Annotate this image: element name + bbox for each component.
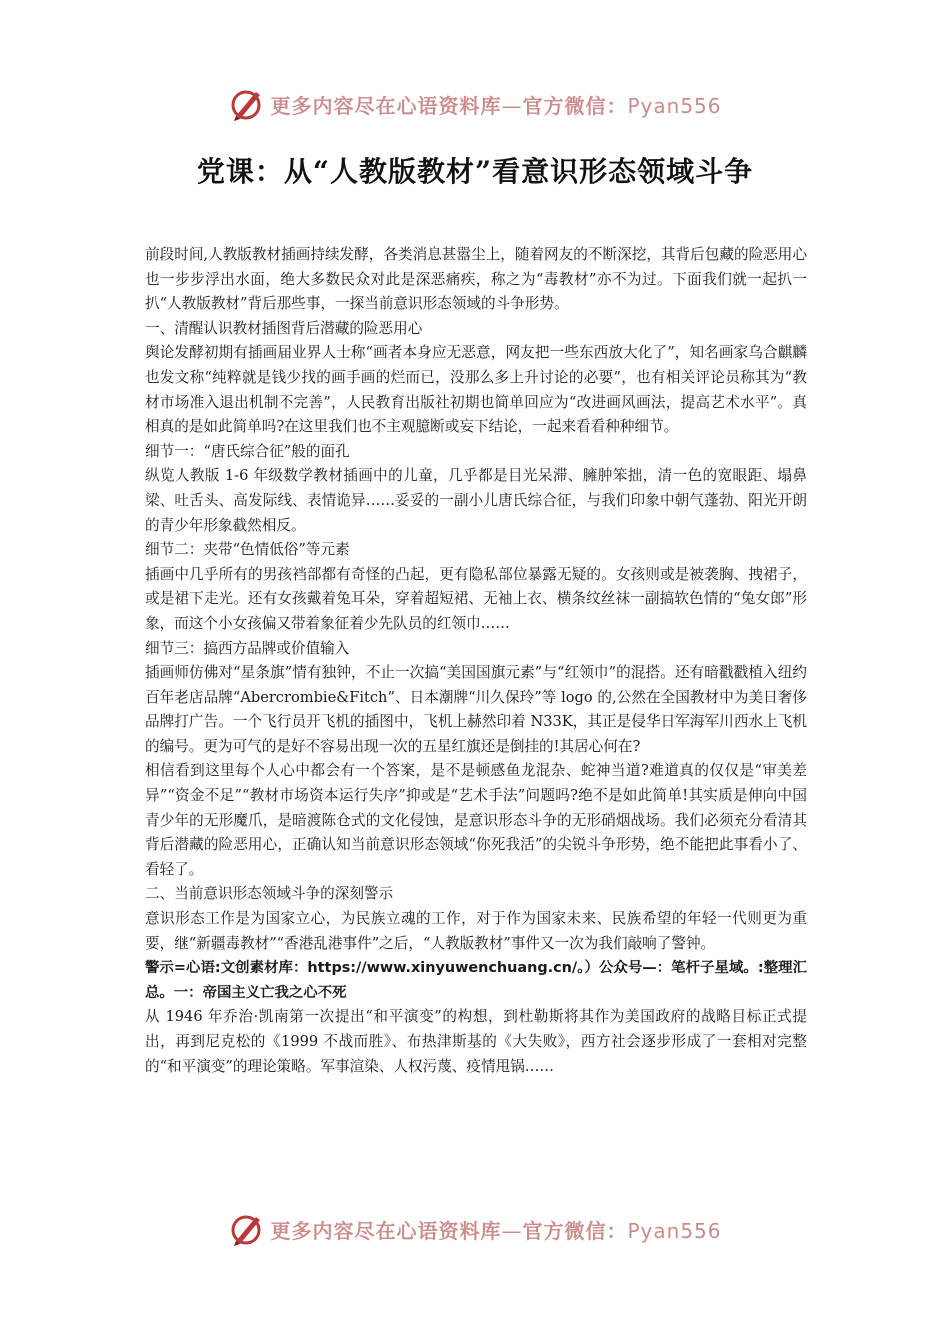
banner-text xyxy=(270,1215,721,1244)
paragraph: 意识形态工作是为国家立心，为民族立魂的工作，对于作为国家未来、民族希望的年轻一代则更为重要，继“新疆毒教材”“香港乱港事件”之后，“人教版教材”事件又一次为我们敲响了警钟。 xyxy=(145,910,807,952)
banner-wechat-label: 官方微信： xyxy=(522,93,628,118)
section-heading-2: 二、当前意识形态领域斗争的深刻警示 xyxy=(145,885,394,903)
banner-dash: — xyxy=(501,1218,523,1243)
paragraph: 插画师仿佛对“星条旗”情有独钟，不止一次搞“美国国旗元素”与“红领巾”的混搭。还有暗戳戳植入纽约百年老店品牌“Abercrombie&Fitch”、日本潮牌“川久保玲”等 logo 的,公然在全国教材中为美日奢侈品牌打广告。一个飞行员开飞机的插图中，飞机上赫然印着 N33K，其正是侵华日军海军川西水上飞机的编号。更为可气的是好不容易出现一次的五星红旗还是倒挂的!其居心何在? xyxy=(145,664,807,755)
page-title: 党课：从“人教版教材”看意识形态领域斗争 xyxy=(196,155,754,188)
paragraph: 从 1946 年乔治·凯南第一次提出“和平演变”的构想，到杜勒斯将其作为美国政府的战略目标正式提出，再到尼克松的《1999 不战而胜》、布热津斯基的《大失败》，西方社会逐步形成了一套相对完整的“和平演变”的理论策略。军事渲染、人权污蔑、疫情甩锅…… xyxy=(145,1008,807,1075)
paragraph: 插画中几乎所有的男孩裆部都有奇怪的凸起，更有隐私部位暴露无疑的。女孩则或是被袭胸、拽裙子，或是裙下走光。还有女孩戴着兔耳朵，穿着超短裙、无袖上衣、横条纹丝袜一副搞软色情的“兔女郎”形象，而这个小女孩偏又带着象征着少先队员的红领巾…… xyxy=(145,565,807,632)
banner-dash: — xyxy=(501,93,523,118)
header-banner xyxy=(0,84,950,124)
paragraph: 相信看到这里每个人心中都会有一个答案，是不是顿感鱼龙混杂、蛇神当道?难道真的仅仅是“审美差异”“资金不足”“教材市场资本运行失序”抑或是“艺术手法”问题吗?绝不是如此简单!其实质是伸向中国青少年的无形魔爪，是暗渡陈仓式的文化侵蚀，是意识形态斗争的无形硝烟战场。我们必须充分看清其背后潜藏的险恶用心，正确认知当前意识形态领域“你死我活”的尖锐斗争形势，绝不能把此事看小了、看轻了。 xyxy=(145,762,807,878)
paragraph-intro: 前段时间,人教版教材插画持续发酵，各类消息甚嚣尘上，随着网友的不断深挖，其背后包藏的险恶用心也一步步浮出水面，绝大多数民众对此是深恶痛疾，称之为“毒教材”亦不为过。下面我们就一起扒一扒“人教版教材”背后那些事，一探当前意识形态领域的斗争形势。 xyxy=(145,246,807,313)
paragraph: 舆论发酵初期有插画届业界人士称“画者本身应无恶意，网友把一些东西放大化了”，知名画家乌合麒麟也发文称“纯粹就是钱少找的画手画的烂而已，没那么多上升讨论的必要”，也有相关评论员称其为“教材市场准入退出机制不完善”，人民教育出版社初期也简单回应为“改进画风画法，提高艺术水平”。真相真的是如此简单吗?在这里我们也不主观臆断或妄下结论，一起来看看种种细节。 xyxy=(145,344,807,436)
detail-heading-2: 细节二：夹带“色情低俗”等元素 xyxy=(145,541,350,559)
article-body xyxy=(145,243,807,1079)
paragraph: 纵览人教版 1-6 年级数学教材插画中的儿童，几乎都是目光呆滞、臃肿笨拙，清一色的宽眼距、塌鼻梁、吐舌头、高发际线、表情诡异……妥妥的一副小儿唐氏综合征，与我们印象中朝气蓬勃、阳光开朗的青少年形象截然相反。 xyxy=(145,467,807,534)
watermark-paragraph: 警示=心语:文创素材库：https://www.xinyuwenchuang.cn/。）公众号—：笔杆子星域。:整理汇总。一：帝国主义亡我之心不死 xyxy=(145,960,807,1001)
banner-main-text: 更多内容尽在心语资料库 xyxy=(270,93,502,118)
section-heading-1: 一、清醒认识教材插图背后潜藏的险恶用心 xyxy=(145,319,423,337)
footer-banner xyxy=(0,1209,950,1249)
banner-wechat-id: Pyan556 xyxy=(627,1218,722,1243)
banner-main-text: 更多内容尽在心语资料库 xyxy=(270,1218,502,1243)
banner-text xyxy=(270,90,721,119)
detail-heading-1: 细节一：“唐氏综合征”般的面孔 xyxy=(145,442,350,460)
pen-circle-logo-icon xyxy=(228,86,264,122)
banner-wechat-id: Pyan556 xyxy=(627,93,722,118)
detail-heading-3: 细节三：搞西方品牌或价值输入 xyxy=(145,639,350,657)
pen-circle-logo-icon xyxy=(228,1211,264,1247)
banner-wechat-label: 官方微信： xyxy=(522,1218,628,1243)
